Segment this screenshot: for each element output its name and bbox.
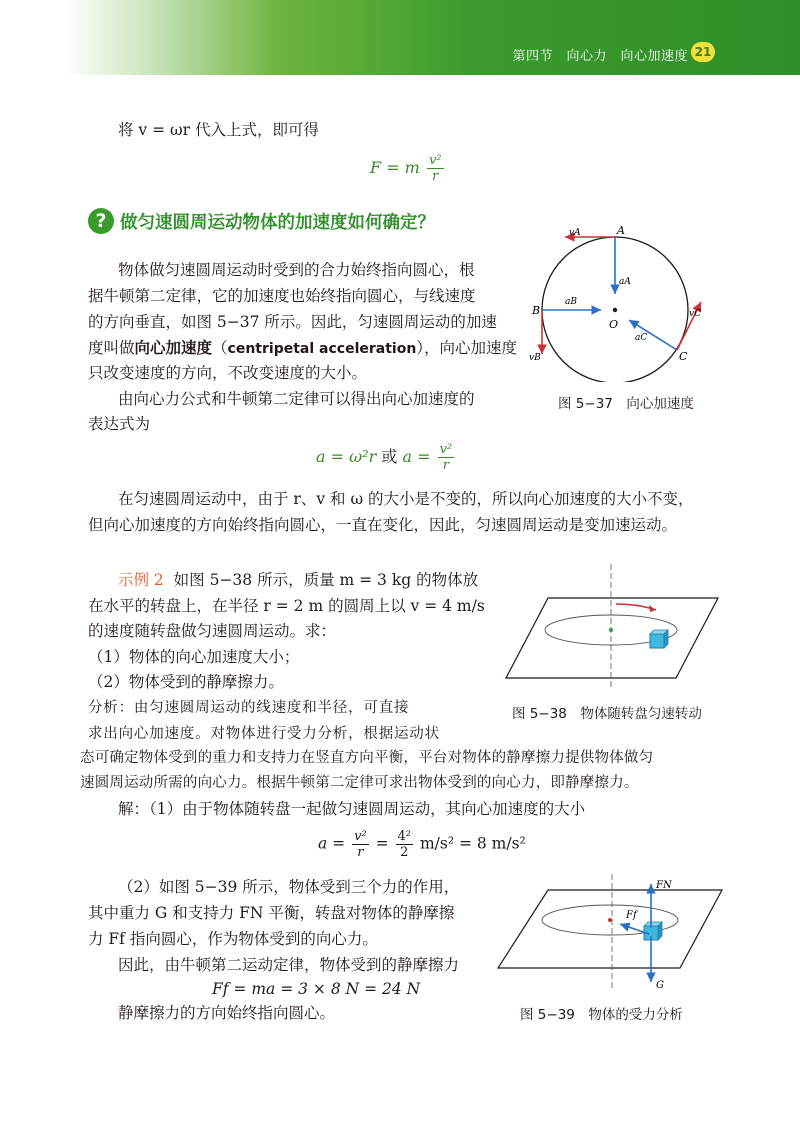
analysis-text1: 由匀速圆周运动的线速度和半径，可直接 xyxy=(133,700,410,716)
label-aC: aC xyxy=(635,333,648,343)
term-centripetal-acceleration: 向心加速度 xyxy=(134,338,213,357)
analysis-line2: 求出向心加速度。对物体进行受力分析，根据运动状 xyxy=(88,726,440,742)
eq2-part1: a = ω²r xyxy=(316,447,377,466)
solution-part2-line6: 静摩擦力的方向始终指向圆心。 xyxy=(118,1004,336,1022)
page-number: 21 xyxy=(691,42,715,62)
para3-line2: 但向心加速度的方向始终指向圆心，一直在变化，因此，匀速圆周运动是变加速运动。 xyxy=(88,516,678,534)
label-FN: FN xyxy=(656,880,672,891)
figure-5-37 xyxy=(525,222,705,382)
label-vC: vC xyxy=(689,309,701,319)
friction-equation: Ff = ma = 3 × 8 N = 24 N xyxy=(212,980,421,998)
example-line2: 在水平的转盘上，在半径 r = 2 m 的圆周上以 v = 4 m/s xyxy=(88,597,485,615)
figure-5-39 xyxy=(492,870,728,992)
example-text1: 如图 5−38 所示，质量 m = 3 kg 的物体放 xyxy=(173,571,479,589)
label-Ff: Ff xyxy=(626,910,637,921)
solution-line1: 解：（1）由于物体随转盘一起做匀速圆周运动，其向心加速度的大小 xyxy=(118,800,586,818)
label-vA: vA xyxy=(569,228,581,238)
eq3-equals: = xyxy=(375,834,389,853)
eq3-den2: 2 xyxy=(396,844,413,860)
eq2-denominator: r xyxy=(438,457,455,473)
eq2-numerator: v² xyxy=(439,442,453,457)
eq3-num2: 4² xyxy=(397,829,412,844)
example-line1 xyxy=(118,567,478,593)
eq1-numerator: v² xyxy=(428,153,442,168)
caption-5-37: 图 5−37 向心加速度 xyxy=(558,396,694,412)
label-aA: aA xyxy=(619,277,631,287)
equation-solution xyxy=(318,829,526,860)
para2-line2: 表达式为 xyxy=(88,415,151,433)
label-B: B xyxy=(532,304,541,317)
paren-open: （ xyxy=(212,339,228,357)
analysis-label: 分析： xyxy=(88,700,134,716)
eq1-lhs: F = m xyxy=(370,158,420,177)
solution-part2-line4: 因此，由牛顿第二运动定律，物体受到的静摩擦力 xyxy=(118,956,460,974)
para1-line2: 据牛顿第二定律，它的加速度也始终指向圆心，与线速度 xyxy=(88,287,476,305)
term-english: centripetal acceleration xyxy=(227,341,417,357)
caption-5-39: 图 5−39 物体的受力分析 xyxy=(520,1007,683,1023)
section-title: 做匀速圆周运动物体的加速度如何确定？ xyxy=(120,213,435,233)
solution-part2-line3: 力 Ff 指向圆心，作为物体受到的向心力。 xyxy=(88,930,378,948)
label-C: C xyxy=(679,350,688,363)
solution-part2-line1: （2）如图 5−39 所示，物体受到三个力的作用， xyxy=(118,878,460,896)
equation-force xyxy=(370,153,446,184)
eq2-or: 或 xyxy=(381,447,398,466)
analysis-line4: 速圆周运动所需的向心力。根据牛顿第二定律可求出物体受到的向心力，即静摩擦力。 xyxy=(80,775,639,791)
label-vB: vB xyxy=(529,353,541,363)
example-question2: （2）物体受到的静摩擦力。 xyxy=(88,673,284,691)
solution-part2-line2: 其中重力 G 和支持力 FN 平衡，转盘对物体的静摩擦 xyxy=(88,904,455,922)
figure-5-38 xyxy=(498,560,728,690)
caption-5-38: 图 5−38 物体随转盘匀速转动 xyxy=(512,706,702,722)
label-A: A xyxy=(617,224,625,237)
intro-line: 将 v = ωr 代入上式，即可得 xyxy=(118,121,320,139)
para1-line5: 只改变速度的方向，不改变速度的大小。 xyxy=(88,364,368,382)
turntable-plane xyxy=(506,598,718,678)
equation-centripetal xyxy=(316,442,456,473)
analysis-line3: 态可确定物体受到的重力和支持力在竖直方向平衡，平台对物体的静摩擦力提供物体做匀 xyxy=(80,750,654,766)
center-point xyxy=(613,308,617,312)
para1-line4 xyxy=(88,335,517,362)
object-block xyxy=(650,634,664,648)
eq2-part2: a = xyxy=(402,447,431,466)
eq3-den1: r xyxy=(352,844,369,860)
eq3-rest: m/s² = 8 m/s² xyxy=(419,834,526,853)
example-line3: 的速度随转盘做匀速圆周运动。求： xyxy=(88,622,337,640)
turntable-plane-2 xyxy=(498,890,722,968)
label-O: O xyxy=(609,318,619,331)
eq3-num1: v² xyxy=(354,829,367,844)
eq3-a: a = xyxy=(318,834,346,853)
label-aB: aB xyxy=(565,297,577,307)
para1-line4-start: 度叫做 xyxy=(88,339,135,357)
para1-line4-end: ），向心加速度 xyxy=(416,339,518,357)
label-G: G xyxy=(656,980,664,991)
header-section-title: 第四节 向心力 向心加速度 xyxy=(512,49,688,64)
example-question1: （1）物体的向心加速度大小； xyxy=(88,648,300,666)
para1-line1: 物体做匀速圆周运动时受到的合力始终指向圆心，根 xyxy=(118,261,475,279)
example-label: 示例 2 xyxy=(118,571,164,589)
question-icon: ? xyxy=(88,208,114,234)
analysis-line1 xyxy=(88,695,409,721)
para3-line1: 在匀速圆周运动中，由于 r、v 和 ω 的大小是不变的，所以向心加速度的大小不变， xyxy=(118,490,694,508)
para2-line1: 由向心力公式和牛顿第二定律可以得出向心加速度的 xyxy=(118,390,475,408)
eq1-denominator: r xyxy=(427,168,444,184)
para1-line3: 的方向垂直，如图 5−37 所示。因此，匀速圆周运动的加速 xyxy=(88,313,497,331)
